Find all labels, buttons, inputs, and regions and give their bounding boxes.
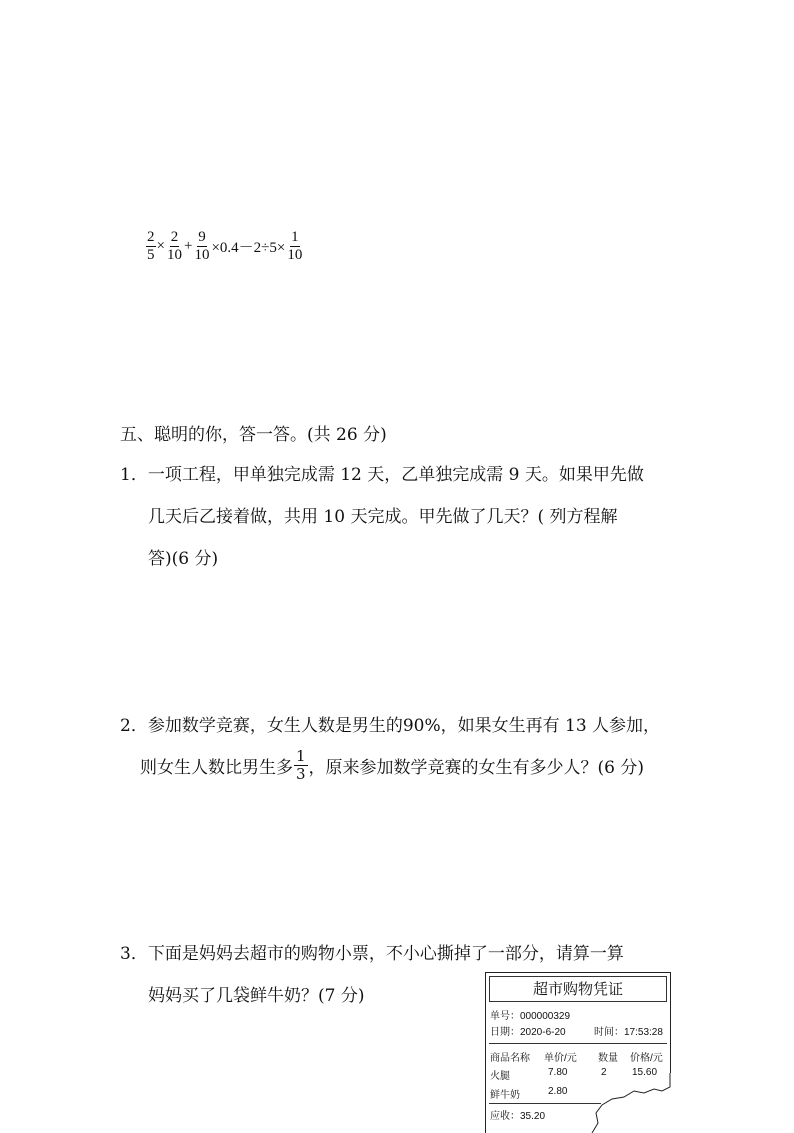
numerator: 2 [147,229,155,245]
fraction [146,229,156,264]
receipt-header-unit-price: 单价/元 [544,1053,577,1064]
receipt-total: 应收：35.20 [490,1111,546,1122]
operator: × [156,238,165,254]
operator: + [183,238,193,254]
receipt-item-name: 火腿 [490,1071,510,1082]
numerator: 1 [291,229,299,245]
receipt-title: 超市购物凭证 [489,976,667,1002]
denominator: 10 [287,247,303,263]
receipt-item-unit-price: 7.80 [548,1067,568,1078]
receipt-divider [489,1103,601,1104]
denominator: 10 [166,247,182,263]
question-1-line-1: 1．一项工程，甲单独完成需 12 天，乙单独完成需 9 天。如果甲先做 [120,465,644,485]
denominator: 3 [296,765,306,783]
question-3-line-2: 妈妈买了几袋鲜牛奶？(7 分) [148,986,365,1006]
receipt-item-unit-price: 2.80 [548,1086,568,1097]
section-heading: 五、聪明的你，答一答。(共 26 分) [120,425,387,445]
fraction [166,229,183,264]
question-2-line-2 [140,748,644,783]
question-1-line-3: 答)(6 分) [148,549,219,569]
receipt-header-name: 商品名称 [490,1053,530,1064]
numerator: 2 [170,229,179,245]
math-expression [146,229,303,264]
question-3-line-1: 3．下面是妈妈去超市的购物小票，不小心撕掉了一部分，请算一算 [120,944,624,964]
receipt-header-price: 价格/元 [630,1053,663,1064]
receipt-divider [489,1043,667,1044]
receipt-item-quantity: 2 [601,1067,607,1078]
operator-sequence: ×0.4－2÷5× [211,240,286,256]
shopping-receipt [485,972,671,1133]
receipt-date: 日期：2020-6-20 [490,1027,566,1038]
question-2-line-1: 2．参加数学竞赛，女生人数是男生的90%，如果女生再有 13 人参加， [120,716,661,736]
question-1-line-2: 几天后乙接着做，共用 10 天完成。甲先做了几天？( 列方程解 [148,507,618,527]
fraction [286,229,303,264]
numerator: 9 [198,229,206,245]
denominator: 5 [147,247,155,263]
denominator: 10 [194,247,210,263]
question-2-text-a: 则女生人数比男生多 [140,758,293,778]
fraction-one-third [294,748,308,783]
question-2-text-b: ，原来参加数学竞赛的女生有多少人？(6 分) [308,758,645,778]
numerator: 1 [296,747,306,765]
receipt-item-name: 鲜牛奶 [490,1090,520,1101]
receipt-order-number: 单号：000000329 [490,1011,571,1022]
torn-edge-icon [586,1073,672,1133]
receipt-header-quantity: 数量 [598,1053,618,1064]
receipt-time: 时间：17:53:28 [594,1027,663,1038]
receipt-item-price: 15.60 [632,1067,658,1078]
fraction [193,229,210,264]
